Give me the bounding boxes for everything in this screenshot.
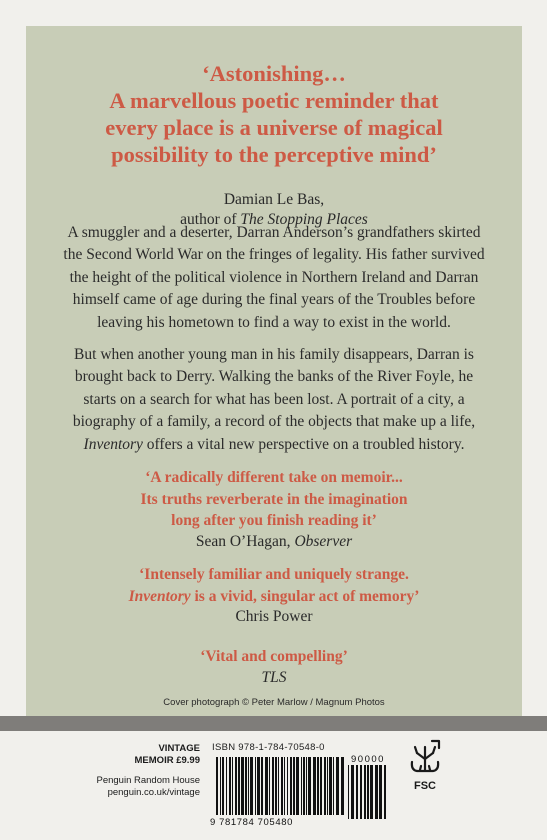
barcode-bar — [375, 765, 378, 819]
back-cover-panel — [26, 26, 522, 716]
blurb-line: the height of the political violence in Northern Ireland and Darran — [69, 268, 479, 286]
barcode-bar — [293, 757, 295, 815]
barcode-bar — [333, 757, 334, 815]
quote-line: ‘Vital and compelling’ — [200, 648, 348, 665]
quote-source: Chris Power — [235, 608, 313, 625]
barcode-bar — [320, 757, 322, 815]
blurb-line: brought back to Derry. Walking the banks of the River Foyle, he — [74, 368, 474, 386]
blurb-line: himself came of age during the final years of the Troubles before — [72, 291, 476, 309]
barcode-bar — [220, 757, 221, 815]
barcode-bar — [278, 757, 279, 815]
barcode-bar — [364, 765, 366, 819]
barcode-bar — [216, 757, 218, 815]
barcode-bar — [284, 757, 285, 815]
barcode-bar — [327, 757, 328, 815]
isbn-text: ISBN 978-1-784-70548-0 — [212, 742, 325, 753]
lead-quote-line: every place is a universe of magical — [105, 115, 443, 140]
barcode-bar — [255, 757, 256, 815]
publisher-name: Penguin Random House — [96, 775, 200, 786]
imprint-name: VINTAGE — [158, 743, 200, 754]
barcode-addon-digits: 90000 — [351, 755, 385, 765]
barcode-bar — [329, 757, 332, 815]
barcode-bar — [269, 757, 270, 815]
barcode-bar — [238, 757, 240, 815]
barcode-bar — [356, 765, 358, 819]
back-matter-strip — [0, 731, 547, 840]
barcode-main-bars — [216, 757, 344, 815]
barcode-addon-bars — [348, 765, 386, 819]
barcode-bar — [301, 757, 302, 815]
source-name: Sean O’Hagan, — [195, 532, 295, 550]
barcode-bar — [290, 757, 292, 815]
barcode-bar — [324, 757, 326, 815]
lead-quote-author: Damian Le Bas, — [223, 191, 325, 208]
barcode-bar — [308, 757, 311, 815]
book-title: Inventory — [128, 587, 191, 605]
barcode-bar — [370, 765, 373, 819]
blurb-line: starts on a search for what has been lost. A portrait of a city, a — [83, 390, 465, 408]
quote-line: Its truths reverberate in the imagination — [140, 490, 408, 508]
barcode-bar — [248, 757, 249, 815]
barcode-bar — [265, 757, 268, 815]
category: MEMOIR — [134, 755, 174, 766]
blurb-line-rest: offers a vital new perspective on a troubled history. — [142, 435, 465, 453]
book-title: Inventory — [83, 435, 143, 453]
price: £9.99 — [176, 755, 200, 766]
review-quote-3 — [26, 646, 522, 688]
review-quote-2 — [26, 564, 522, 627]
barcode-bar — [336, 757, 339, 815]
barcode-bar — [360, 765, 362, 819]
barcode-bar — [226, 757, 227, 815]
lead-review-quote — [26, 60, 522, 168]
barcode-bar — [384, 765, 386, 819]
barcode-bar — [250, 757, 253, 815]
blurb-line: biography of a family, a record of the objects that make up a life, — [72, 413, 476, 431]
barcode-bar — [281, 757, 283, 815]
barcode-main-digits: 9 781784 705480 — [210, 817, 293, 827]
blurb-line: A smuggler and a deserter, Darran Anderson’s grandfathers skirted — [67, 224, 481, 241]
publisher-website: penguin.co.uk/vintage — [107, 787, 200, 798]
quote-line: ‘A radically different take on memoir... — [145, 469, 403, 486]
lead-quote-line: ‘Astonishing… — [202, 61, 346, 86]
barcode-bar — [306, 757, 307, 815]
barcode-bar — [317, 757, 319, 815]
fsc-logo-icon — [408, 739, 442, 797]
barcode-bar — [257, 757, 260, 815]
category-price — [96, 755, 200, 767]
barcode-bar — [348, 765, 349, 819]
barcode-bar — [272, 757, 274, 815]
barcode-bar — [341, 757, 344, 815]
blurb-line: leaving his hometown to find a way to exist in the world. — [97, 313, 451, 331]
barcode-bar — [287, 757, 288, 815]
quote-source — [26, 668, 522, 688]
quote-line: ‘Intensely familiar and uniquely strange. — [139, 566, 409, 583]
barcode-bar — [261, 757, 263, 815]
barcode-bar — [379, 765, 382, 819]
source-publication: TLS — [261, 668, 287, 686]
lead-quote-line: A marvellous poetic reminder that — [109, 88, 439, 113]
blurb-paragraph-2 — [40, 344, 508, 456]
quote-line: long after you finish reading it’ — [171, 512, 377, 529]
author-book-title: The Stopping Places — [240, 211, 368, 228]
barcode-bar — [245, 757, 247, 815]
cover-photo-credit: Cover photograph © Peter Marlow / Magnum Photos — [163, 697, 385, 708]
barcode-icon — [206, 755, 390, 827]
lead-quote-line: possibility to the perceptive mind’ — [111, 142, 437, 167]
author-role-prefix: author of — [180, 211, 241, 228]
barcode-bar — [303, 757, 305, 815]
barcode-bar — [275, 757, 277, 815]
barcode-bar — [351, 765, 354, 819]
source-publication: Observer — [294, 532, 353, 550]
barcode-bar — [296, 757, 299, 815]
review-quote-1 — [26, 467, 522, 552]
barcode-bar — [241, 757, 244, 815]
publisher-info — [96, 743, 200, 799]
blurb-paragraph-1 — [40, 222, 508, 334]
barcode-bar — [232, 757, 233, 815]
barcode-bar — [235, 757, 237, 815]
barcode-bar — [229, 757, 231, 815]
barcode-bar — [313, 757, 316, 815]
blurb-line: But when another young man in his family disappears, Darran is — [74, 346, 474, 363]
barcode-bar — [222, 757, 224, 815]
quote-source — [26, 532, 522, 552]
divider-band — [0, 716, 547, 731]
quote-line — [26, 586, 522, 608]
fsc-label: FSC — [414, 780, 436, 792]
blurb-line — [40, 434, 508, 456]
blurb-line: the Second World War on the fringes of legality. His father survived — [63, 246, 485, 264]
quote-line-rest: is a vivid, singular act of memory’ — [190, 587, 420, 605]
barcode-bar — [367, 765, 369, 819]
